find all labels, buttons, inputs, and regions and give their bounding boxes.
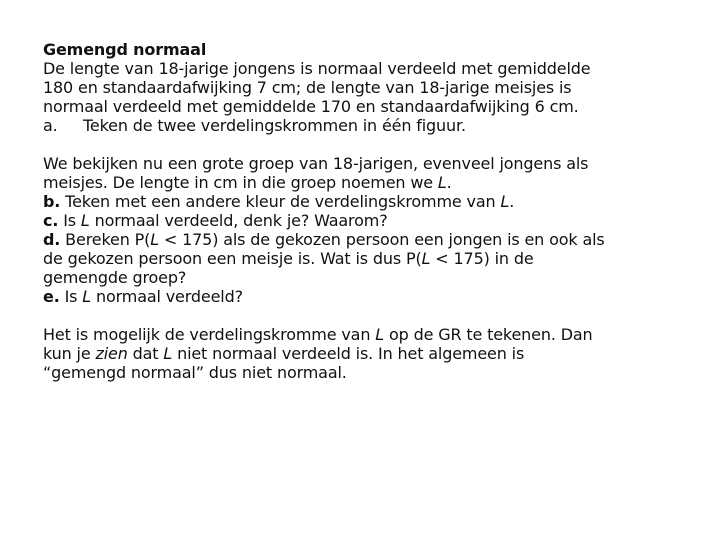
question-e-text: Is — [59, 287, 83, 306]
conclusion-line-3: “gemengd normaal” dus niet normaal. — [43, 363, 347, 382]
conclusion-text-2-mid: dat — [127, 344, 164, 363]
question-d-line-1 — [43, 230, 693, 249]
question-d-line-3: gemengde groep? — [43, 268, 187, 287]
paragraph-2-text: meisjes. De lengte in cm in die groep noemen we — [43, 173, 438, 192]
paragraph-2-line-2 — [43, 173, 693, 192]
question-d-label: d. — [43, 230, 61, 249]
question-a — [43, 116, 693, 135]
conclusion-line-2 — [43, 344, 693, 363]
question-a-text: Teken de twee verdelingskrommen in één figuur. — [83, 116, 466, 135]
conclusion-text-cont: op de GR te tekenen. Dan — [384, 325, 593, 344]
question-d-text-2-cont: < 175) in de — [430, 249, 534, 268]
question-e-label: e. — [43, 287, 60, 306]
variable-l: L — [375, 325, 385, 344]
question-d-line-2 — [43, 249, 693, 268]
question-d-text-2: de gekozen persoon een meisje is. Wat is dus P( — [43, 249, 422, 268]
conclusion-text-2: kun je — [43, 344, 96, 363]
question-b-text: Teken met een andere kleur de verdelingskromme van — [60, 192, 501, 211]
emphasis-zien: zien — [95, 344, 128, 363]
question-c-text: Is — [58, 211, 81, 230]
variable-l: L — [80, 211, 90, 230]
page-title: Gemengd normaal — [43, 40, 207, 59]
question-d-text-cont: < 175) als de gekozen persoon een jongen is en ook als — [158, 230, 605, 249]
spacer — [43, 306, 693, 325]
question-c-end: normaal verdeeld, denk je? Waarom? — [89, 211, 388, 230]
spacer — [43, 135, 693, 154]
question-e — [43, 287, 693, 306]
variable-l: L — [163, 344, 173, 363]
slide-content — [43, 40, 693, 382]
variable-l: L — [437, 173, 447, 192]
conclusion-text-2-end: niet normaal verdeeld is. In het algemeen is — [172, 344, 525, 363]
question-b — [43, 192, 693, 211]
question-c-label: c. — [43, 211, 59, 230]
intro-line-1: De lengte van 18-jarige jongens is normaal verdeeld met gemiddelde — [43, 59, 591, 78]
question-b-label: b. — [43, 192, 61, 211]
intro-line-2: 180 en standaardafwijking 7 cm; de lengte van 18-jarige meisjes is — [43, 78, 572, 97]
conclusion-line-1 — [43, 325, 693, 344]
conclusion-text: Het is mogelijk de verdelingskromme van — [43, 325, 376, 344]
question-c — [43, 211, 693, 230]
question-b-end: . — [509, 192, 515, 211]
question-e-end: normaal verdeeld? — [91, 287, 243, 306]
variable-l: L — [150, 230, 159, 249]
intro-line-3: normaal verdeeld met gemiddelde 170 en standaardafwijking 6 cm. — [43, 97, 579, 116]
paragraph-2-line-1: We bekijken nu een grote groep van 18-jarigen, evenveel jongens als — [43, 154, 589, 173]
question-d-text: Bereken P( — [60, 230, 151, 249]
variable-l: L — [500, 192, 510, 211]
question-a-label: a. — [43, 116, 58, 135]
paragraph-2-end: . — [446, 173, 452, 192]
variable-l: L — [82, 287, 92, 306]
variable-l: L — [421, 249, 431, 268]
